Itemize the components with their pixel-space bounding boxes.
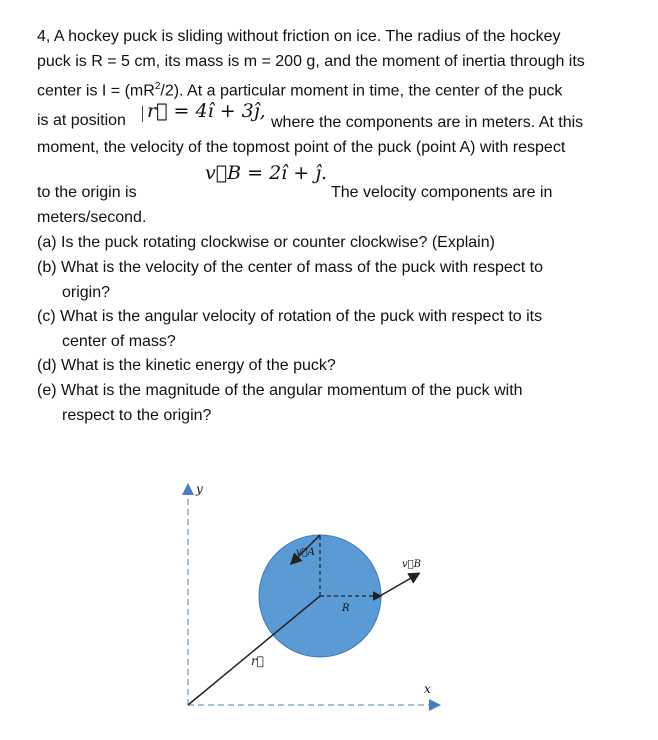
problem-line-6-end: The velocity components are in (331, 184, 553, 201)
problem-line-3: center is $I = (mR^2/2)$. At a particular moment in time, the center of the puck (37, 81, 563, 100)
problem-line-4-end: where the components are in meters. At this (271, 114, 584, 131)
question-b-cont: origin? (62, 284, 111, 301)
velocity-B-arrow (380, 574, 418, 596)
question-c-cont: center of mass? (62, 333, 176, 350)
problem-text: 4, A hockey puck is sliding without friction on ice. The radius of the hockey (37, 28, 561, 45)
position-vector-label: r⃗ (251, 654, 264, 668)
velocity-B-label: v⃗B (402, 559, 421, 570)
question-a: (a) Is the puck rotating clockwise or counter clockwise? (Explain) (37, 234, 495, 251)
question-e-cont: respect to the origin? (62, 407, 212, 424)
question-b: (b) What is the velocity of the center of mass of the puck with respect to (37, 259, 543, 276)
problem-line-4: is at position (37, 112, 126, 129)
problem-line-5: moment, the velocity of the topmost point of the puck (point A) with respect (37, 139, 566, 156)
velocity-equation: v⃗B = 2î + ĵ. (205, 162, 328, 184)
problem-line-6: to the origin is (37, 184, 137, 201)
velocity-A-label: v⃗A (296, 547, 315, 558)
problem-line-7: meters/second. (37, 209, 147, 226)
question-c: (c) What is the angular velocity of rotation of the puck with respect to its (37, 308, 543, 325)
radius-R-label: R (342, 603, 350, 614)
problem-line-2: puck is R = 5 cm, its mass is m = 200 g, and the moment of inertia through its (37, 53, 585, 70)
y-axis-label: y (196, 482, 203, 496)
question-d: (d) What is the kinetic energy of the puck? (37, 357, 336, 374)
position-equation: r⃗ = 4î + 3ĵ, (147, 100, 266, 122)
x-axis-label: x (424, 682, 431, 696)
question-e: (e) What is the magnitude of the angular momentum of the puck with (37, 382, 523, 399)
